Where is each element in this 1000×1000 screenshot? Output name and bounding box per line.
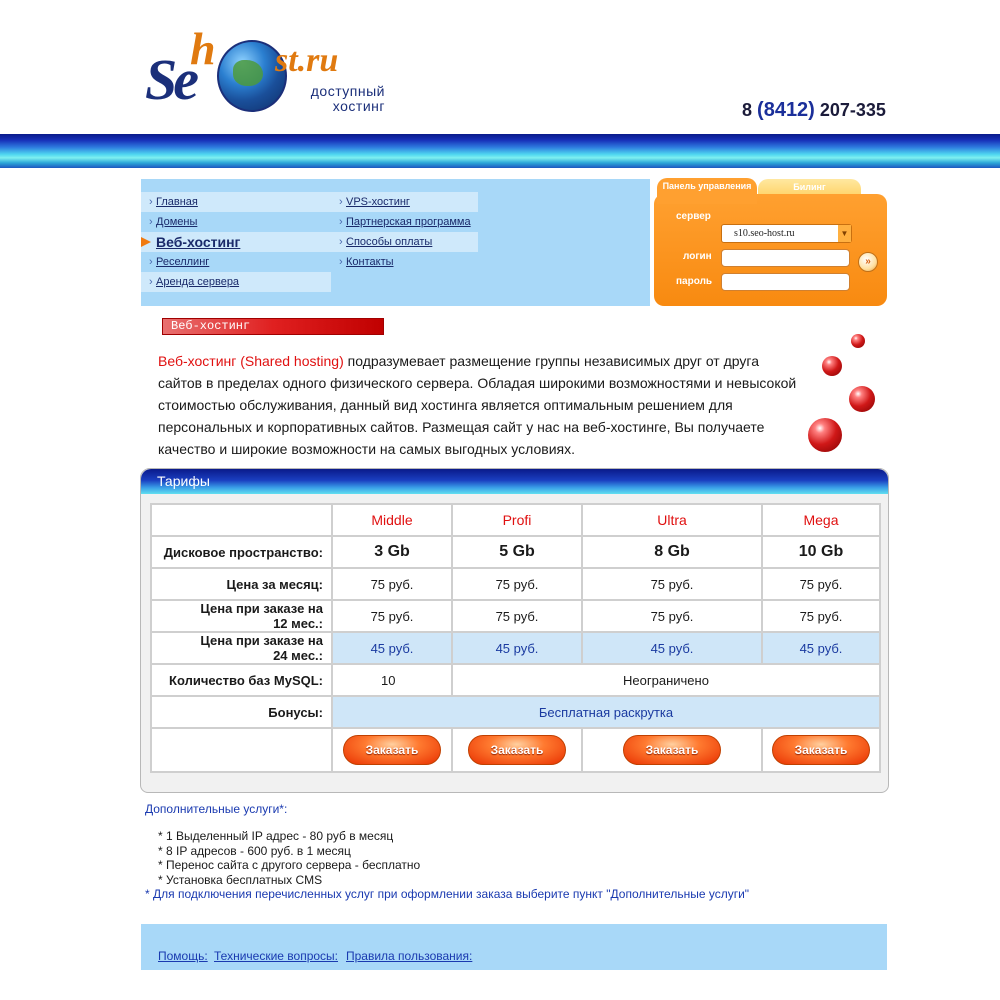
- login-submit-icon[interactable]: »: [858, 252, 878, 272]
- nav-item-web-hosting[interactable]: Веб-хостинг: [141, 232, 331, 252]
- nav-item-home[interactable]: › Главная: [141, 192, 331, 212]
- table-cell: 8 Gb: [582, 536, 762, 568]
- list-item: * Установка бесплатных CMS: [158, 872, 323, 887]
- nav-item-partner[interactable]: › Партнерская программа: [331, 212, 478, 232]
- table-row: [151, 536, 880, 568]
- table-cell: 75 руб.: [762, 600, 880, 632]
- footer-link-rules[interactable]: Правила пользования:: [346, 949, 473, 963]
- table-cell: 75 руб.: [452, 568, 582, 600]
- tariffs-header: Тарифы: [141, 469, 888, 494]
- nav-item-vps[interactable]: › VPS-хостинг: [331, 192, 478, 212]
- table-cell: 75 руб.: [332, 600, 452, 632]
- nav-item-contacts[interactable]: › Контакты: [331, 252, 478, 272]
- server-select-value: s10.seo-host.ru: [734, 228, 795, 239]
- intro-highlight: Веб-хостинг (Shared hosting): [158, 353, 344, 369]
- page-title: Веб-хостинг: [162, 318, 384, 335]
- plan-name: Middle: [332, 504, 452, 536]
- nav-item-domains[interactable]: › Домены: [141, 212, 331, 232]
- list-item: * 8 IP адресов - 600 руб. в 1 месяц: [158, 843, 351, 858]
- nav-item-server-rent[interactable]: › Аренда сервера: [141, 272, 331, 292]
- table-cell: 75 руб.: [582, 568, 762, 600]
- server-select[interactable]: [721, 224, 852, 243]
- table-cell: 45 руб.: [332, 632, 452, 664]
- plan-name: Profi: [452, 504, 582, 536]
- row-label-line2: 24 мес.:: [273, 648, 323, 663]
- table-cell: 3 Gb: [332, 536, 452, 568]
- decor-ball-icon: [851, 334, 865, 348]
- phone-number: [742, 99, 886, 122]
- nav-column-left: [141, 192, 331, 292]
- footer: [141, 924, 887, 970]
- footer-link-help[interactable]: Помощь:: [158, 949, 208, 963]
- main-nav: [141, 179, 650, 306]
- login-panel: [654, 178, 887, 306]
- table-cell: 45 руб.: [762, 632, 880, 664]
- decor-ball-icon: [808, 418, 842, 452]
- table-cell: 75 руб.: [452, 600, 582, 632]
- row-label: [151, 600, 332, 632]
- extras-title: Дополнительные услуги*:: [145, 802, 288, 816]
- table-row: [151, 632, 880, 664]
- plan-name: Ultra: [582, 504, 762, 536]
- row-label: Бонусы:: [151, 696, 332, 728]
- list-item: * Перенос сайта с другого сервера - бесплатно: [158, 858, 421, 872]
- tab-control-panel[interactable]: Панель управления: [657, 178, 757, 204]
- table-cell: [332, 728, 452, 772]
- tariffs-table: [150, 503, 881, 773]
- phone-code: (8412): [757, 99, 815, 121]
- password-label: пароль: [676, 276, 713, 287]
- plan-name: Mega: [762, 504, 880, 536]
- table-cell: [452, 728, 582, 772]
- logo-tagline-line1: доступный: [310, 83, 385, 99]
- table-cell: 75 руб.: [582, 600, 762, 632]
- table-row: [151, 568, 880, 600]
- extras-note: * Для подключения перечисленных услуг при оформлении заказа выберите пункт "Дополнительные услуги": [145, 887, 750, 901]
- logo-st-ru-letters: st.ru: [275, 42, 339, 79]
- table-row: [151, 504, 880, 536]
- row-label: Дисковое пространство:: [151, 536, 332, 568]
- table-cell: 10: [332, 664, 452, 696]
- table-row: [151, 696, 880, 728]
- decor-ball-icon: [849, 386, 875, 412]
- row-label-line2: 12 мес.:: [273, 616, 323, 631]
- order-button-mega[interactable]: Заказать: [772, 735, 870, 765]
- extras-list: [158, 829, 420, 887]
- login-label: логин: [683, 251, 712, 262]
- logo-se-letters: Se: [145, 47, 195, 112]
- tab-billing[interactable]: Билинг: [758, 179, 861, 199]
- table-cell: 45 руб.: [452, 632, 582, 664]
- table-row: [151, 600, 880, 632]
- phone-prefix: 8: [742, 100, 753, 120]
- table-cell: 10 Gb: [762, 536, 880, 568]
- list-item: * 1 Выделенный IP адрес - 80 руб в месяц: [158, 829, 394, 843]
- table-row: [151, 728, 880, 772]
- order-button-ultra[interactable]: Заказать: [623, 735, 721, 765]
- table-cell: 75 руб.: [762, 568, 880, 600]
- chevron-down-icon[interactable]: ▼: [838, 225, 851, 242]
- table-cell: [582, 728, 762, 772]
- tariffs-block: [140, 468, 889, 793]
- header-gradient-band: [0, 134, 1000, 168]
- row-label: [151, 632, 332, 664]
- row-label-line1: Цена при заказе на: [200, 633, 323, 648]
- logo-tagline-line2: хостинг: [332, 98, 385, 114]
- intro-body: подразумевает размещение группы независимых друг от друга сайтов в пределах одного физического сервера. Обладая широкими возможностями и невысокой стоимостью обслуживания, данный вид хостинга является оптимальным решением для персональных и корпоративных сайтов. Размещая сайт у нас на веб-хостинге, Вы получаете качество и широкие возможности на самых выгодных условиях.: [158, 353, 797, 457]
- site-logo[interactable]: [145, 23, 385, 118]
- table-cell: 75 руб.: [332, 568, 452, 600]
- row-label: Цена за месяц:: [151, 568, 332, 600]
- table-row: [151, 664, 880, 696]
- intro-text: [158, 350, 798, 460]
- login-field[interactable]: [721, 249, 850, 267]
- table-cell: [151, 504, 332, 536]
- decor-ball-icon: [822, 356, 842, 376]
- table-cell: [151, 728, 332, 772]
- row-label-line1: Цена при заказе на: [200, 601, 323, 616]
- server-label: сервер: [676, 211, 711, 222]
- table-cell: Неограничено: [452, 664, 880, 696]
- table-cell: 45 руб.: [582, 632, 762, 664]
- login-panel-body: [654, 194, 887, 306]
- nav-column-right: [331, 192, 478, 272]
- password-field[interactable]: [721, 273, 850, 291]
- nav-item-payment[interactable]: › Способы оплаты: [331, 232, 478, 252]
- order-button-profi[interactable]: Заказать: [468, 735, 566, 765]
- nav-item-reselling[interactable]: › Реселлинг: [141, 252, 331, 272]
- table-cell: 5 Gb: [452, 536, 582, 568]
- phone-digits: 207-335: [819, 100, 886, 120]
- logo-h-letter: h: [190, 23, 216, 74]
- table-cell: [762, 728, 880, 772]
- table-cell: Бесплатная раскрутка: [332, 696, 880, 728]
- order-button-middle[interactable]: Заказать: [343, 735, 441, 765]
- logo-tagline: [290, 84, 385, 114]
- row-label: Количество баз MySQL:: [151, 664, 332, 696]
- footer-link-tech[interactable]: Технические вопросы:: [214, 949, 339, 963]
